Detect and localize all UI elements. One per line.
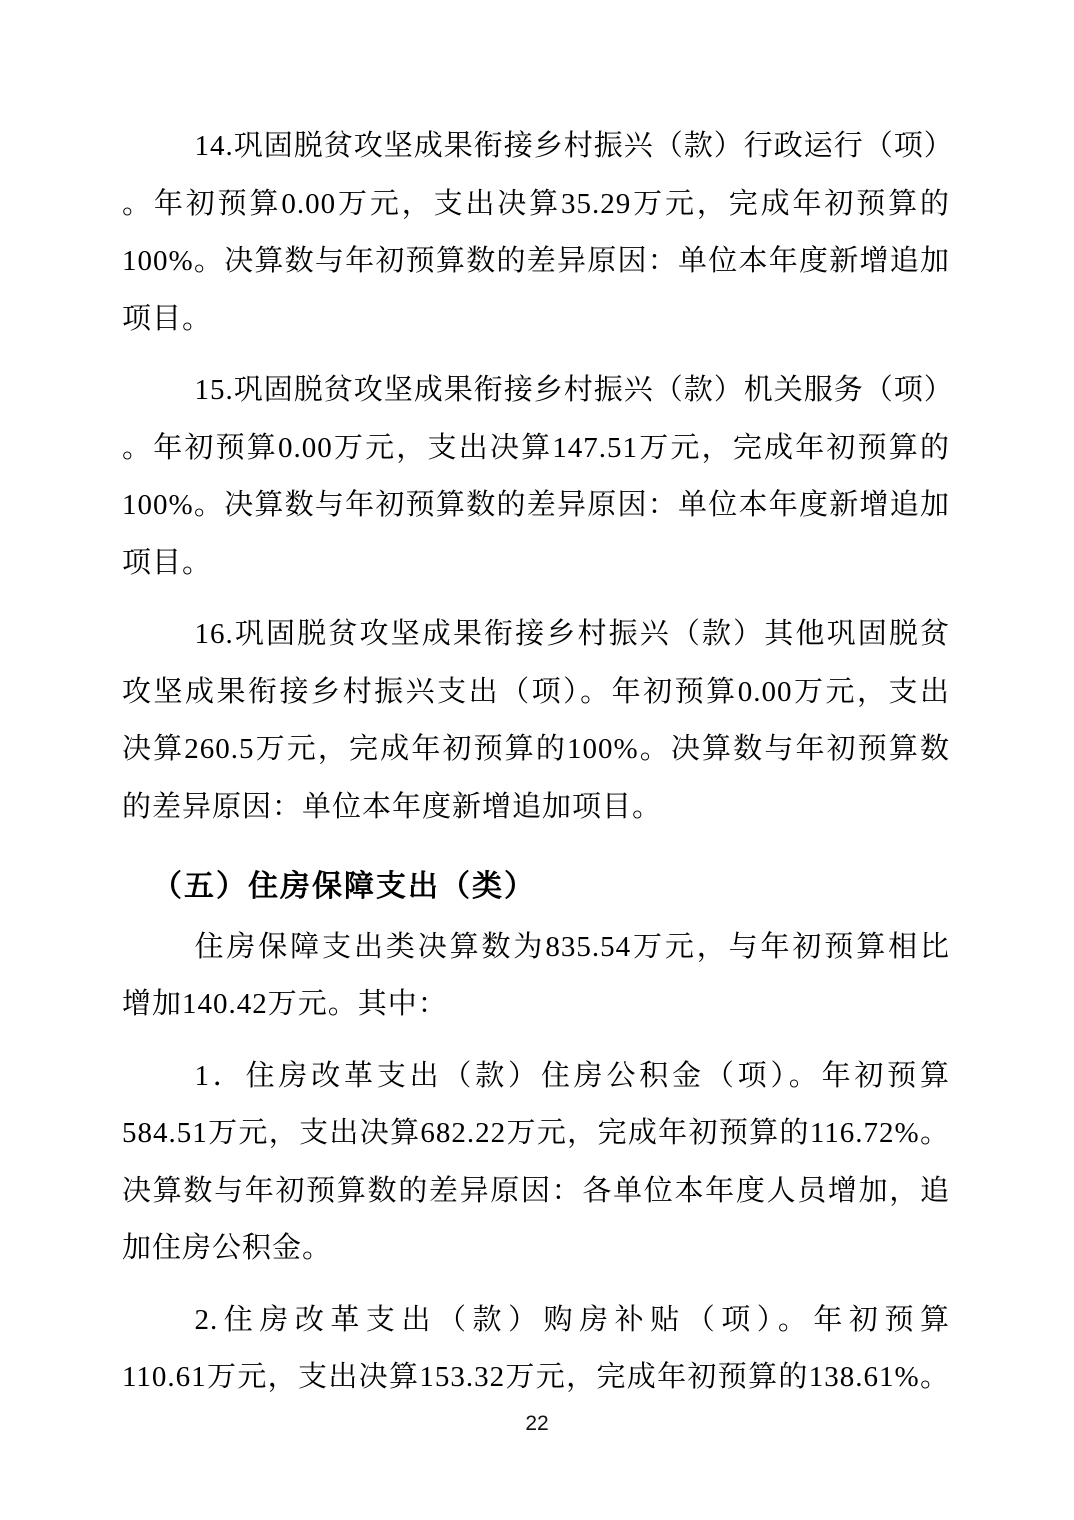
text-line: 攻坚成果衔接乡村振兴支出（项）。年初预算0.00万元，支出 [122,675,950,708]
text-line: 100%。决算数与年初预算数的差异原因：单位本年度新增追加 [122,245,950,277]
paragraph-item-2-housing-subsidy [122,1292,950,1407]
text-line: 住房保障支出类决算数为835.54万元，与年初预算相比 [194,930,950,963]
text-line: 110.61万元，支出决算153.32万元，完成年初预算的138.61%。 [122,1361,950,1393]
text-line: 14.巩固脱贫攻坚成果衔接乡村振兴（款）行政运行（项） [194,130,954,162]
text-line: 。年初预算0.00万元，支出决算147.51万元，完成年初预算的 [122,431,950,464]
text-line: 决算数与年初预算数的差异原因：各单位本年度人员增加，追 [122,1174,950,1207]
paragraph-item-15 [122,362,954,592]
text-line: 2.住房改革支出（款）购房补贴（项）。年初预算 [194,1303,950,1336]
text-line: 增加140.42万元。其中： [122,988,448,1020]
text-line: 项目。 [122,302,213,335]
paragraph-item-1-housing-fund [122,1048,950,1278]
text-line: 100%。决算数与年初预算数的差异原因：单位本年度新增追加 [122,489,950,521]
text-line: 。年初预算0.00万元，支出决算35.29万元，完成年初预算的 [122,187,950,220]
text-line: 584.51万元，支出决算682.22万元，完成年初预算的116.72%。 [122,1117,950,1149]
text-line: 决算260.5万元，完成年初预算的100%。决算数与年初预算数 [122,733,950,765]
paragraph-item-16 [122,606,950,836]
paragraph-item-14 [122,118,954,348]
section-heading-housing-support: （五）住房保障支出（类） [152,870,536,903]
text-line: 项目。 [122,546,213,579]
page-content [122,118,954,1407]
text-line: 16.巩固脱贫攻坚成果衔接乡村振兴（款）其他巩固脱贫 [194,618,950,650]
text-line: 的差异原因：单位本年度新增追加项目。 [122,790,663,823]
paragraph-housing-summary [122,919,950,1034]
text-line: 15.巩固脱贫攻坚成果衔接乡村振兴（款）机关服务（项） [194,374,954,406]
text-line: 1．住房改革支出（款）住房公积金（项）。年初预算 [194,1059,950,1092]
page-number: 22 [525,1412,549,1435]
text-line: 加住房公积金。 [122,1232,333,1264]
